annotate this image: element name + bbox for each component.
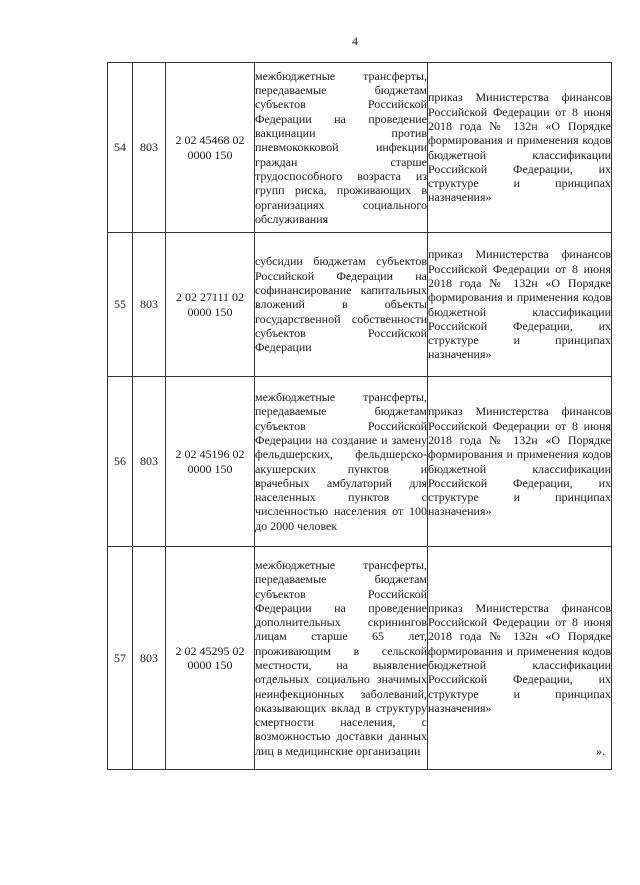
- row-number: 57: [108, 547, 133, 770]
- row-number: 55: [108, 233, 133, 377]
- legal-basis: приказ Министерства финансов Российской Федерации от 8 июня 2018 года № 132н «О Порядке формирования и применения кодов бюджетной классификации Российской Федерации, их структуре и принципах назначения»: [428, 547, 612, 770]
- table-row: [108, 547, 612, 770]
- legal-basis: приказ Министерства финансов Российской Федерации от 8 июня 2018 года № 132н «О Порядке формирования и применения кодов бюджетной классификации Российской Федерации, их структуре и принципах назначения»: [428, 63, 612, 233]
- closing-quote-mark: ».: [596, 744, 605, 758]
- legal-basis: приказ Министерства финансов Российской Федерации от 8 июня 2018 года № 132н «О Порядке формирования и применения кодов бюджетной классификации Российской Федерации, их структуре и принципах назначения»: [428, 377, 612, 547]
- row-number: 56: [108, 377, 133, 547]
- income-description: межбюджетные трансферты, передаваемые бюджетам субъектов Российской Федерации на создание и замену фельдшерских, фельдшерско-акушерских пунктов и врачебных амбулаторий для населенных пунктов с численностью населения от 100 до 2000 человек: [255, 377, 428, 547]
- admin-code: 803: [133, 63, 166, 233]
- budget-classification-code: 2 02 45468 02 0000 150: [166, 63, 255, 233]
- budget-codes-table: [107, 62, 612, 770]
- budget-classification-code: 2 02 45196 02 0000 150: [166, 377, 255, 547]
- row-number: 54: [108, 63, 133, 233]
- income-description: межбюджетные трансферты, передаваемые бюджетам субъектов Российской Федерации на проведение вакцинации против пневмококковой инфекции граждан старше трудоспособного возраста из групп риска, проживающих в организациях социального обслуживания: [255, 63, 428, 233]
- table-row: [108, 63, 612, 233]
- income-description: субсидии бюджетам субъектов Российской Федерации на софинансирование капитальных вложений в объекты государственной собственности субъектов Российской Федерации: [255, 233, 428, 377]
- table-row: [108, 233, 612, 377]
- table-row: [108, 377, 612, 547]
- budget-classification-code: 2 02 27111 02 0000 150: [166, 233, 255, 377]
- admin-code: 803: [133, 377, 166, 547]
- budget-classification-code: 2 02 45295 02 0000 150: [166, 547, 255, 770]
- admin-code: 803: [133, 233, 166, 377]
- income-description: межбюджетные трансферты, передаваемые бюджетам субъектов Российской Федерации на проведение дополнительных скринингов лицам старше 65 лет, проживающим в сельской местности, на выявление отдельных социально значимых неинфекционных заболеваний, оказывающих вклад в структуру смертности населения, с возможностью доставки данных лиц в медицинские организации: [255, 547, 428, 770]
- page-number: 4: [352, 34, 358, 48]
- admin-code: 803: [133, 547, 166, 770]
- legal-basis: приказ Министерства финансов Российской Федерации от 8 июня 2018 года № 132н «О Порядке формирования и применения кодов бюджетной классификации Российской Федерации, их структуре и принципах назначения»: [428, 233, 612, 377]
